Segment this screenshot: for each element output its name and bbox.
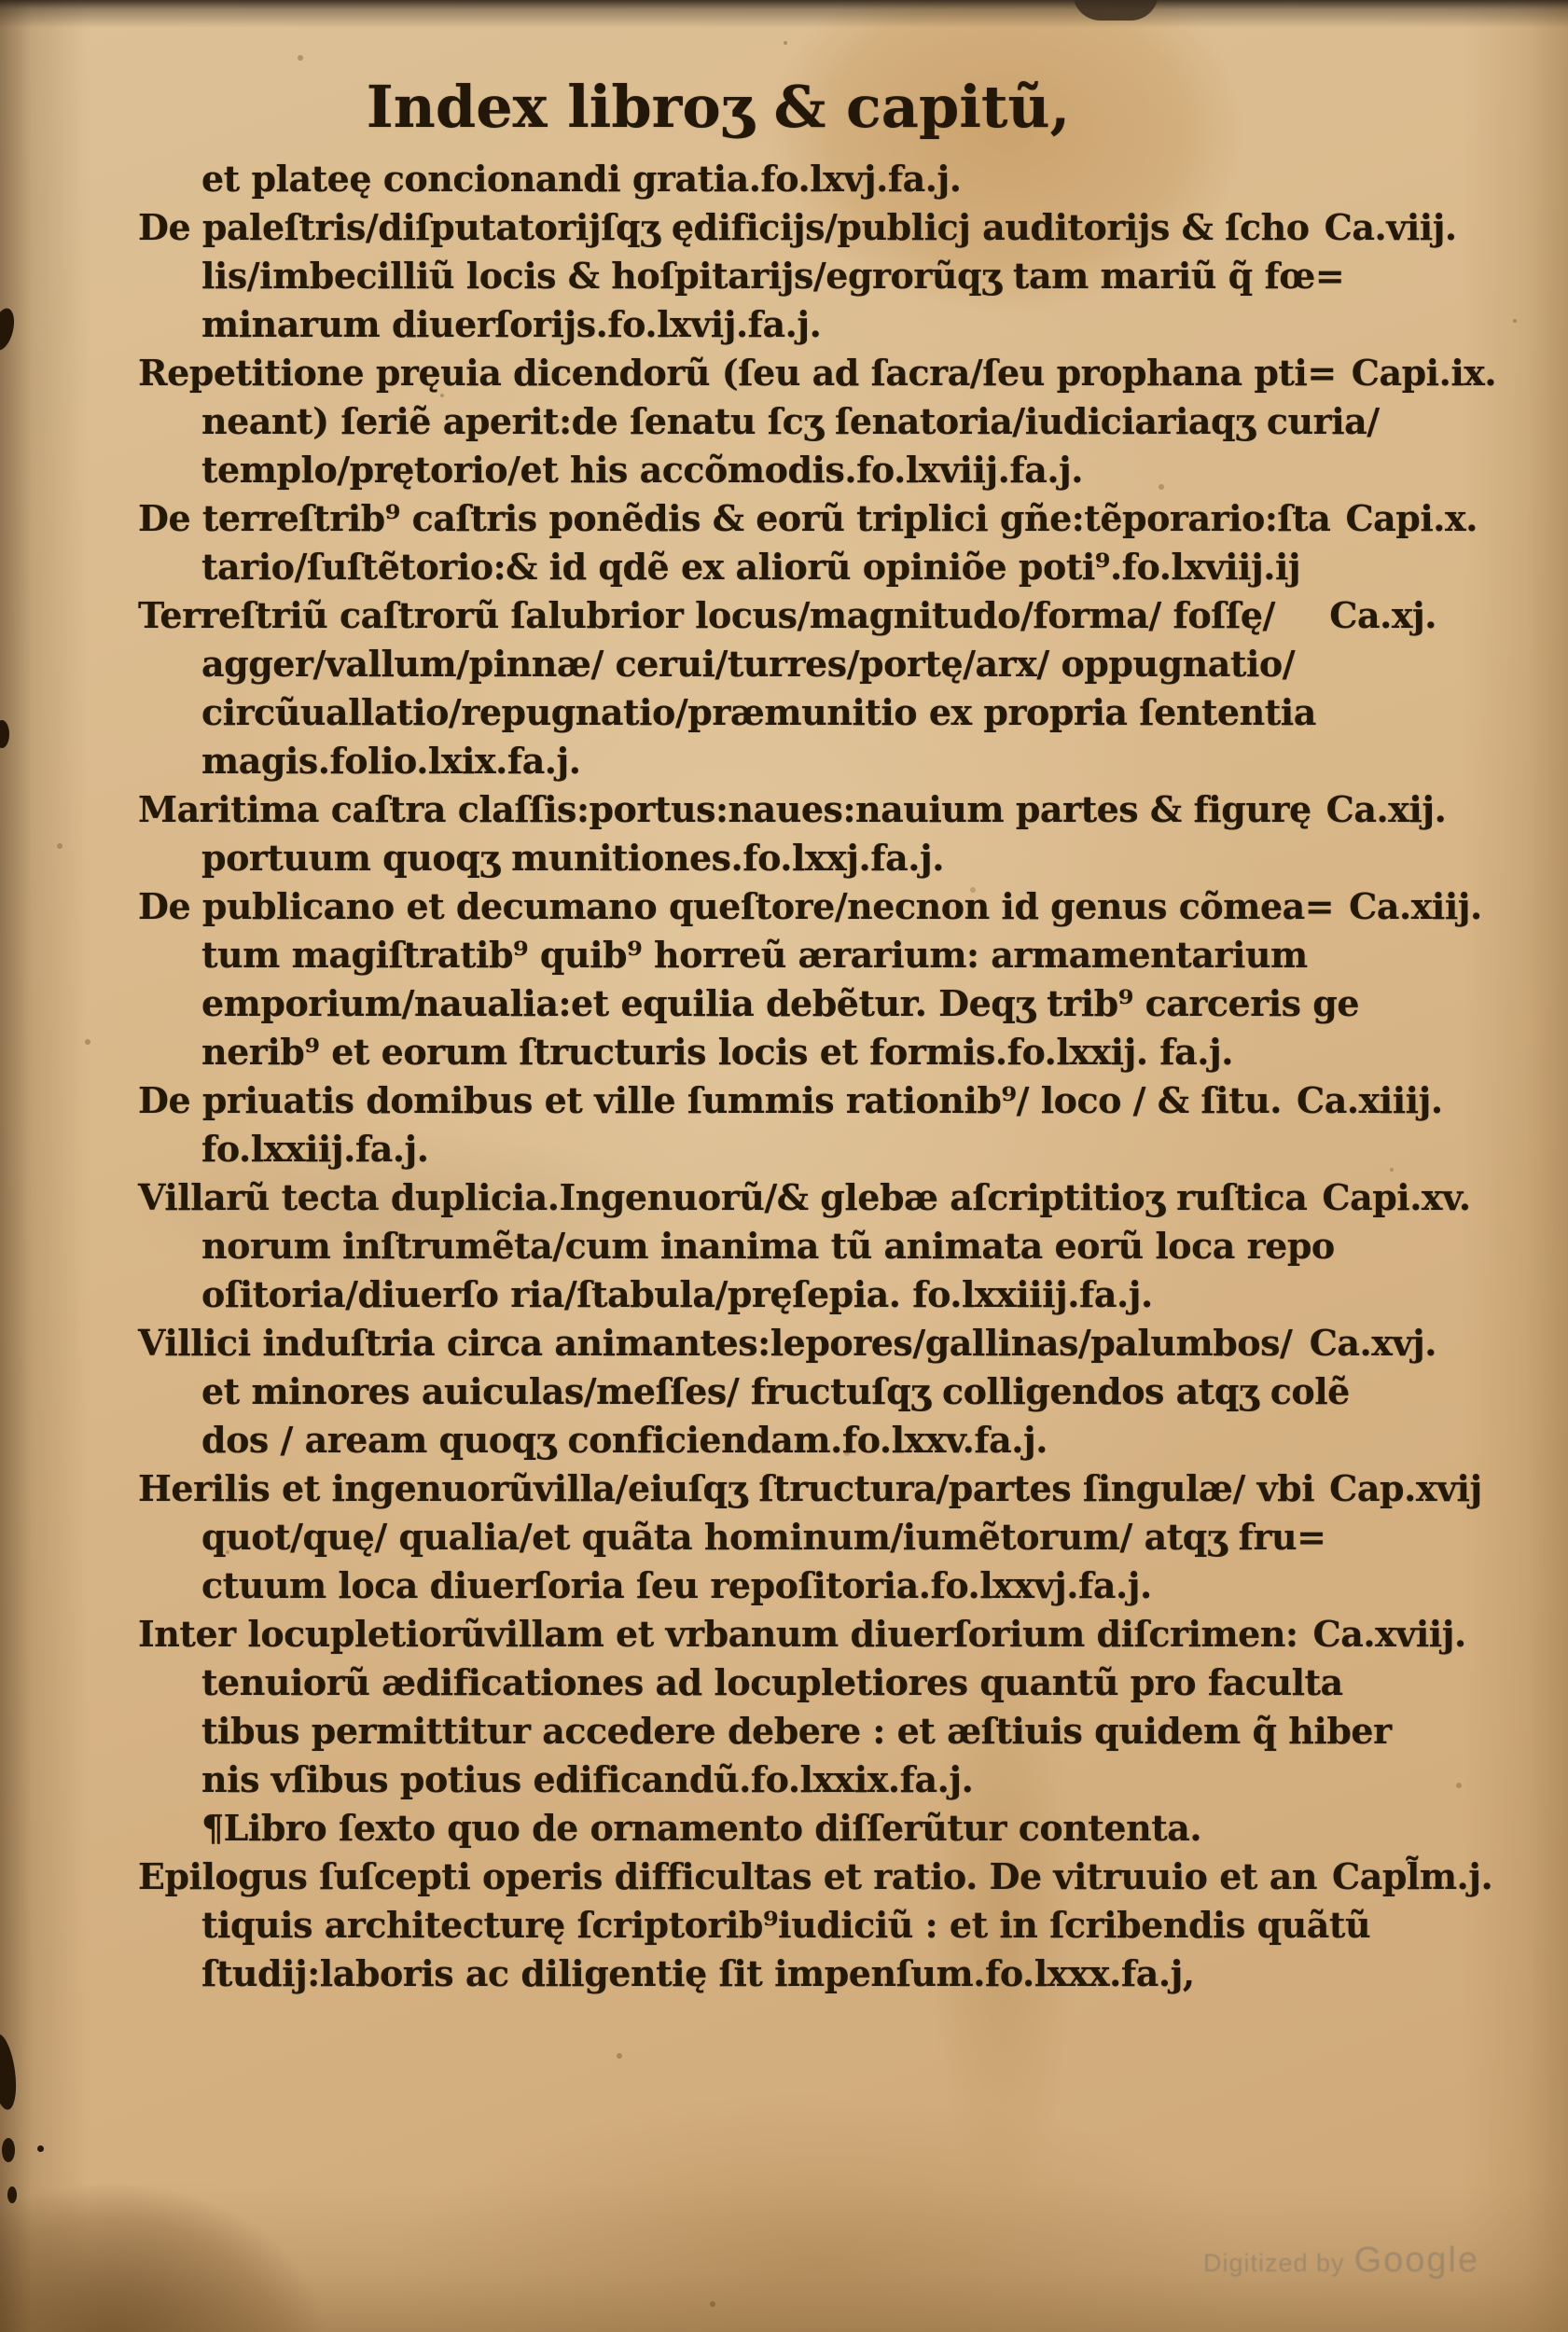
index-line xyxy=(138,1950,1436,1998)
entry-text: neant) ſeriẽ aperit:de ſenatu ſcʒ ſenatoria/iudiciariaqʒ curia/ xyxy=(201,400,1380,442)
index-line xyxy=(138,1756,1436,1804)
index-line xyxy=(138,785,1447,834)
index-line xyxy=(138,1513,1436,1562)
entry-text: Inter locupletiorũvillam et vrbanum diuerſorium diſcrimen: xyxy=(138,1613,1298,1655)
entry-text: Terreſtriũ caſtrorũ ſalubrior locus/magnitudo/forma/ foſſę/ xyxy=(138,594,1275,636)
entry-text: Epilogus ſuſcepti operis difficultas et ratio. De vitruuio et an xyxy=(138,1855,1317,1897)
index-line xyxy=(138,349,1497,397)
chapter-ref: Ca.xiiij. xyxy=(1297,1079,1443,1121)
entry-text: Villarũ tecta duplicia.Ingenuorũ/& glebæ aſcriptitioʒ ruſtica xyxy=(138,1176,1308,1218)
index-line xyxy=(138,1610,1466,1659)
entry-text: nis vſibus potius edificandũ.fo.lxxix.fa.j. xyxy=(201,1758,974,1800)
entry-text: emporium/naualia:et equilia debẽtur. Deqʒ trib⁹ carceris ge xyxy=(201,982,1360,1024)
index-line xyxy=(138,1562,1436,1610)
page-title: Index libroʒ & capitũ, xyxy=(366,73,1071,141)
index-line xyxy=(138,1464,1482,1513)
index-line xyxy=(138,1125,1436,1173)
index-line xyxy=(138,1270,1436,1319)
index-line xyxy=(138,688,1436,737)
entry-text: tenuiorũ ædificationes ad locupletiores quantũ pro faculta xyxy=(201,1661,1343,1703)
index-line xyxy=(138,882,1482,931)
chapter-ref: Ca.xviij. xyxy=(1312,1613,1466,1655)
index-line xyxy=(138,1853,1493,1901)
entry-text: et plateę concionandi gratia.fo.lxvj.fa.j. xyxy=(201,158,962,200)
chapter-ref: Capi.x. xyxy=(1345,497,1478,539)
entry-text: portuum quoqʒ munitiones.fo.lxxj.fa.j. xyxy=(201,837,944,879)
index-line xyxy=(138,1367,1436,1416)
index-line xyxy=(138,1804,1436,1853)
index-line xyxy=(138,931,1436,979)
entry-text: agger/vallum/pinnæ/ cerui/turres/portę/arx/ oppugnatio/ xyxy=(201,643,1296,685)
index-line xyxy=(138,543,1436,591)
chapter-ref: Ca.xij. xyxy=(1325,788,1447,830)
ink-blot xyxy=(0,720,9,748)
entry-text: norum inſtrumẽta/cum inanima tũ animata eorũ loca repo xyxy=(201,1225,1335,1267)
entry-text: De terreſtrib⁹ caſtris ponẽdis & eorũ triplici gñe:tẽporario:ſta xyxy=(138,497,1331,539)
entry-text: magis.folio.lxix.fa.j. xyxy=(201,740,581,782)
index-line xyxy=(138,494,1478,543)
index-line xyxy=(138,397,1436,446)
entry-text: fo.lxxiij.fa.j. xyxy=(201,1128,429,1170)
ink-blot xyxy=(2,2138,15,2162)
entry-text: ¶Libro ſexto quo de ornamento diſſerũtur contenta. xyxy=(201,1807,1202,1849)
paper-speckles xyxy=(0,0,4,4)
index-line xyxy=(138,1319,1436,1367)
entry-text: Villici induſtria circa animantes:lepores/gallinas/palumbos/ xyxy=(138,1322,1293,1364)
chapter-ref: Ca.xvj. xyxy=(1309,1322,1436,1364)
index-line xyxy=(138,446,1436,494)
index-line xyxy=(138,252,1436,300)
index-line xyxy=(138,1028,1436,1076)
entry-text: Repetitione pręuia dicendorũ (ſeu ad ſacra/ſeu prophana pti= xyxy=(138,352,1337,394)
ink-blot xyxy=(0,2033,21,2112)
watermark-prefix: Digitized by xyxy=(1203,2249,1345,2277)
index-line xyxy=(138,737,1436,785)
entry-text: circũuallatio/repugnatio/præmunitio ex propria ſententia xyxy=(201,691,1316,733)
index-line xyxy=(138,1416,1436,1464)
chapter-ref: Capl̃m.j. xyxy=(1331,1855,1493,1897)
entry-text: quot/quę/ qualia/et quãta hominum/iumẽtorum/ atqʒ fru= xyxy=(201,1516,1326,1558)
index-line xyxy=(138,300,1436,349)
index-line xyxy=(138,640,1436,688)
index-line xyxy=(138,1901,1436,1950)
entry-text: De priuatis domibus et ville ſummis rationib⁹/ loco / & ſitu. xyxy=(138,1079,1283,1121)
index-line xyxy=(138,1707,1436,1756)
entry-text: Herilis et ingenuorũvilla/eiuſqʒ ſtructura/partes ſingulæ/ vbi xyxy=(138,1467,1315,1509)
entry-text: lis/imbecilliũ locis & hoſpitarijs/egrorũqʒ tam mariũ q̃ fœ= xyxy=(201,255,1345,297)
entry-text: oſitoria/diuerſo ria/ſtabula/pręſepia. fo.lxxiiij.fa.j. xyxy=(201,1273,1153,1315)
page-top-tear xyxy=(1073,0,1159,21)
entry-text: nerib⁹ et eorum ſtructuris locis et formis.fo.lxxij. fa.j. xyxy=(201,1031,1233,1073)
index-line xyxy=(138,1222,1436,1270)
index-line xyxy=(138,979,1436,1028)
entry-text: tario/ſuſtẽtorio:& id qdẽ ex aliorũ opiniõe poti⁹.fo.lxviij.ij xyxy=(201,546,1301,588)
google-watermark xyxy=(1203,2241,1558,2281)
index-line xyxy=(138,591,1436,640)
index-line xyxy=(138,1076,1443,1125)
chapter-ref: Cap.xvij xyxy=(1329,1467,1482,1509)
ink-blot xyxy=(37,2145,44,2152)
entry-text: et minores auiculas/meſſes/ fructuſqʒ colligendos atqʒ colẽ xyxy=(201,1370,1350,1412)
entry-text: De publicano et decumano queſtore/necnon id genus cõmea= xyxy=(138,885,1335,927)
chapter-ref: Ca.viij. xyxy=(1324,206,1457,248)
entry-text: ctuum loca diuerſoria ſeu repoſitoria.fo.lxxvj.fa.j. xyxy=(201,1564,1152,1606)
entry-text: De paleſtris/diſputatorijſqʒ ędificijs/publicj auditorijs & ſcho xyxy=(138,206,1310,248)
chapter-ref: Capi.ix. xyxy=(1351,352,1497,394)
entry-text: Maritima caſtra claſſis:portus:naues:nauium partes & figurę xyxy=(138,788,1311,830)
watermark-brand: Google xyxy=(1353,2241,1480,2280)
entry-text: tum magiſtratib⁹ quib⁹ horreũ ærarium: armamentarium xyxy=(201,934,1308,976)
index-list xyxy=(138,155,1497,1998)
entry-text: tiquis architecturę ſcriptorib⁹iudiciũ : et in ſcribendis quãtũ xyxy=(201,1904,1371,1946)
index-line xyxy=(138,203,1457,252)
chapter-ref: Capi.xv. xyxy=(1322,1176,1471,1218)
entry-text: dos / aream quoqʒ conficiendam.fo.lxxv.fa.j. xyxy=(201,1419,1048,1461)
ink-blot xyxy=(0,306,18,353)
index-line xyxy=(138,1659,1436,1707)
chapter-ref: Ca.xj. xyxy=(1329,594,1436,636)
entry-text: minarum diuerſorijs.fo.lxvij.fa.j. xyxy=(201,303,822,345)
chapter-ref: Ca.xiij. xyxy=(1349,885,1482,927)
ink-blot xyxy=(7,2186,17,2203)
entry-text: ſtudij:laboris ac diligentię ſit impenſum.fo.lxxx.fa.j, xyxy=(201,1952,1195,1994)
index-line xyxy=(138,1173,1471,1222)
entry-text: templo/prętorio/et his accõmodis.fo.lxviij.fa.j. xyxy=(201,449,1084,491)
entry-text: tibus permittitur accedere debere : et æſtiuis quidem q̃ hiber xyxy=(201,1710,1392,1752)
index-line xyxy=(138,155,1436,203)
index-line xyxy=(138,834,1436,882)
